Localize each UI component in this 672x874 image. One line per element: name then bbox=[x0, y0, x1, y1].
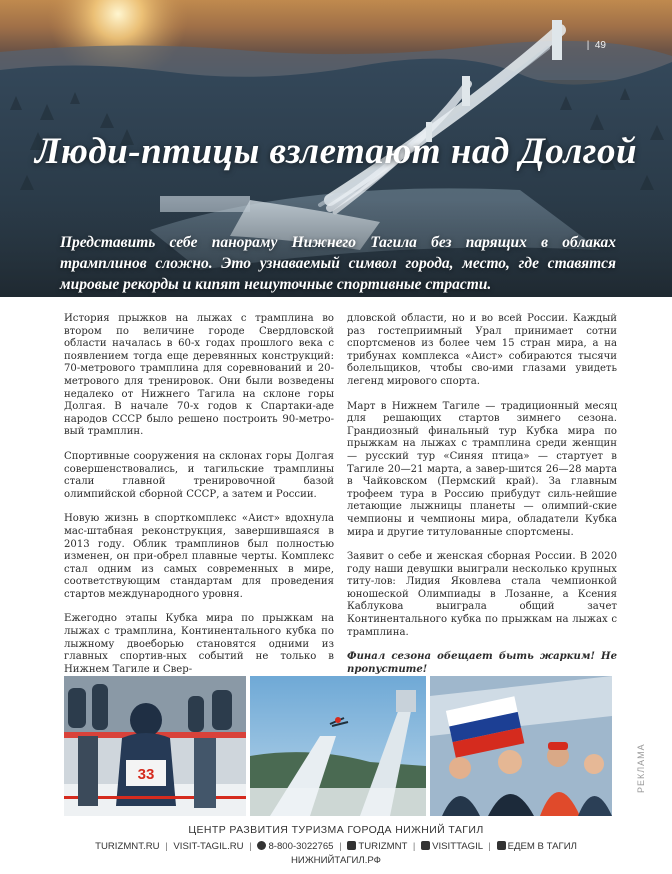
link-turizmnt[interactable]: TURIZMNT.RU bbox=[95, 841, 160, 852]
page-number-value: 49 bbox=[594, 40, 606, 51]
fans-flag-image bbox=[430, 676, 612, 816]
paragraph: дловской области, но и во всей России. Каждый раз гостеприимный Урал принимает сотни спортсменов из более чем 15 стран мира, а на трибунах комплекса «Аист» собираются тысячи болельщиков, чтобы сво-ими глазами увидеть легенд мирового спорта. bbox=[347, 313, 617, 387]
page-number-divider: | bbox=[586, 40, 590, 51]
closing-callout: Финал сезона обещает быть жарким! Не пропустите! bbox=[347, 651, 617, 675]
ski-jumper-image bbox=[64, 676, 246, 816]
youtube-icon bbox=[497, 841, 506, 850]
paragraph: Спортивные сооружения на склонах горы Долгая совершенствовались, и тагильские трамплины стали главной тренировочной базой олимпийской сборной СССР, а затем и России. bbox=[64, 450, 334, 500]
article-lead: Представить себе панораму Нижнего Тагила без парящих в облаках трамплинов сложно. Это узнаваемый символ города, место, где ставятся мировые рекорды и кипят нешуточные спортивные страсти. bbox=[60, 234, 616, 293]
page-number bbox=[587, 40, 606, 51]
social-edem-v-tagil[interactable]: ЕДЕМ В ТАГИЛ bbox=[507, 841, 577, 852]
article-column-left bbox=[64, 313, 334, 688]
social-turizmnt[interactable]: TURIZMNT bbox=[358, 841, 408, 852]
paragraph: Новую жизнь в спорткомплекс «Аист» вдохнула мас-штабная реконструкция, завершившаяся в 2013 году. Облик трамплинов был полностью изменен, он при-обрел плавные черты. Комплекс стал одним из самых современных в мире, соответствующим стандартам для проведения стартов международного уровня. bbox=[64, 513, 334, 600]
separator: | bbox=[249, 841, 252, 852]
article-body bbox=[64, 313, 617, 675]
paragraph: Март в Нижнем Тагиле — традиционный месяц для решающих стартов зимнего сезона. Грандиозный финальный тур Кубка мира по прыжкам на лыжах с трамплина среди женщин — русский тур «Синяя птица» — стартует в Тагиле 20—21 марта, а завер-шится 26—28 марта в Чайковском (Пермский край). За главным трофеем тура в Россию прибудут силь-нейшие летающие лыжницы планеты — олимпий-ские чемпионы и чемпионы мира, обладатели Кубка мира и другие титулованные спортсмены. bbox=[347, 400, 617, 538]
hero-banner bbox=[0, 0, 672, 297]
separator: | bbox=[412, 841, 416, 852]
article-title: Люди-птицы взлетают над Долгой bbox=[34, 131, 638, 172]
footer-site[interactable]: НИЖНИЙТАГИЛ.РФ bbox=[291, 855, 381, 866]
phone-icon bbox=[257, 841, 266, 850]
photo-fans-flag bbox=[430, 676, 612, 816]
phone-number[interactable]: 8-800-3022765 bbox=[268, 841, 334, 852]
bib-number: 33 bbox=[137, 766, 155, 783]
instagram-icon bbox=[347, 841, 356, 850]
photo-ski-jump-flight bbox=[250, 676, 426, 816]
paragraph: История прыжков на лыжах с трамплина во втором по величине городе Свердловской области началась в 60-х годах прошлого века с появлением тогда еще деревянных конструкций: 70-метрового трамплина для соревнований и 20-метрового для тренировок. Они были возведены недалеко от Нижнего Тагила на склоне горы Долгая. В начале 70-х годов к Спартаки-аде народов СССР было решено построить 90-метро-вый трамплин. bbox=[64, 313, 334, 438]
advertisement-label: РЕКЛАМА bbox=[636, 743, 646, 793]
photo-ski-jumper bbox=[64, 676, 246, 816]
separator: | bbox=[488, 841, 491, 852]
article-column-right bbox=[347, 313, 617, 688]
link-visit-tagil[interactable]: VISIT-TAGIL.RU bbox=[173, 841, 244, 852]
separator: | bbox=[165, 841, 168, 852]
paragraph: Ежегодно этапы Кубка мира по прыжкам на лыжах с трамплина, Континентального кубка по лыжному двоеборью становятся одними из главных спортив-ных событий не только в Нижнем Тагиле и Свер- bbox=[64, 613, 334, 675]
paragraph: Заявит о себе и женская сборная России. В 2020 году наши девушки выиграли несколько крупных титу-лов: Лидия Яковлева стала чемпионкой юношеской Олимпиады в Лозанне, а Ксения Каблукова выиграла общий зачет Континентального кубка по прыжкам на лыжах с трамплина. bbox=[347, 551, 617, 638]
footer-organization: ЦЕНТР РАЗВИТИЯ ТУРИЗМА ГОРОДА НИЖНИЙ ТАГИЛ bbox=[188, 824, 484, 836]
instagram-icon bbox=[421, 841, 430, 850]
ski-jump-flight-image bbox=[250, 676, 426, 816]
social-visittagil[interactable]: VISITTAGIL bbox=[432, 841, 483, 852]
footer bbox=[0, 823, 672, 868]
separator: | bbox=[339, 841, 342, 852]
footer-links bbox=[0, 839, 672, 854]
photo-strip bbox=[64, 676, 612, 816]
